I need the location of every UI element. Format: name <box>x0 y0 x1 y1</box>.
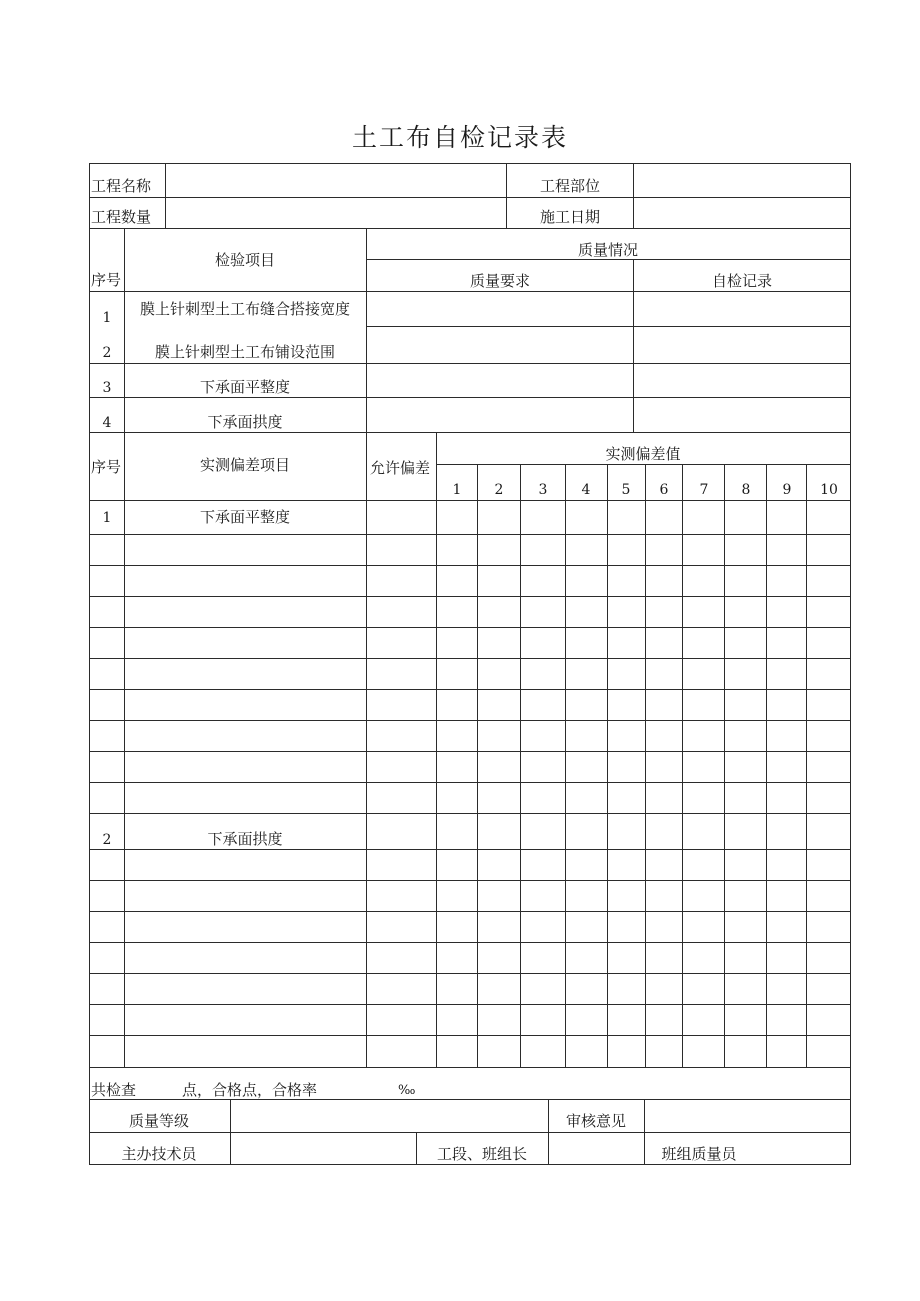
rule-h <box>436 464 851 465</box>
measurement-column: 4 <box>581 482 591 498</box>
measurement-column: 8 <box>741 482 751 498</box>
deviation-row-item: 下承面平整度 <box>199 508 291 526</box>
rule-h <box>89 689 851 690</box>
rule-v <box>607 464 608 1067</box>
deviation-row-number: 1 <box>102 510 112 526</box>
rule-v <box>366 228 367 432</box>
rule-v <box>436 432 437 1067</box>
quality-requirement-label: 质量要求 <box>469 272 531 290</box>
measurement-column: 6 <box>659 482 669 498</box>
rule-v <box>124 432 125 1067</box>
rule-h <box>89 500 851 501</box>
measurement-column: 7 <box>699 482 709 498</box>
rule-v <box>565 464 566 1067</box>
construction-date-label: 施工日期 <box>540 208 601 226</box>
page-title: 土工布自检记录表 <box>351 123 568 152</box>
rule-v <box>806 464 807 1067</box>
quality-row-item: 下承面拱度 <box>207 413 283 431</box>
measurement-column: 1 <box>452 482 462 498</box>
rule-h <box>89 720 851 721</box>
rule-v <box>230 1099 231 1165</box>
rule-h <box>89 534 851 535</box>
rule-v <box>766 464 767 1067</box>
rule-v <box>548 1099 549 1165</box>
rule-h <box>89 658 851 659</box>
rule-h <box>89 751 851 752</box>
rule-h <box>89 849 851 850</box>
rule-h <box>89 813 851 814</box>
measured-deviation-label: 实测偏差值 <box>605 445 681 463</box>
deviation-row-item: 下承面拱度 <box>207 830 283 848</box>
quality-row-number: 2 <box>102 345 112 361</box>
seq-label: 序号 <box>91 271 122 289</box>
percent-symbol: ‰ <box>398 1083 416 1098</box>
rule-v <box>165 163 166 228</box>
rule-v <box>124 228 125 432</box>
inspection-item-label: 检验项目 <box>214 251 276 269</box>
rule-v <box>366 432 367 1067</box>
total-check-label: 共检查 <box>91 1081 137 1099</box>
measurement-column: 10 <box>820 482 838 498</box>
rule-h <box>89 397 851 398</box>
rule-h <box>366 259 851 260</box>
project-part-label: 工程部位 <box>540 177 601 195</box>
quality-status-label: 质量情况 <box>577 241 639 259</box>
rule-v <box>416 1132 417 1165</box>
rule-v <box>633 163 634 228</box>
seq-label: 序号 <box>91 458 122 476</box>
quality-row-item: 膜上针刺型土工布缝合搭接宽度 <box>139 300 351 318</box>
allowed-deviation-label: 允许偏差 <box>370 459 431 477</box>
measurement-column: 5 <box>621 482 631 498</box>
rule-h <box>89 163 851 164</box>
quality-row-number: 1 <box>102 310 112 326</box>
rule-v <box>506 163 507 228</box>
rule-v <box>520 464 521 1067</box>
rule-h <box>89 973 851 974</box>
rule-h <box>89 880 851 881</box>
rule-h <box>89 627 851 628</box>
rule-h <box>89 1099 851 1100</box>
rule-h <box>89 228 851 229</box>
section-leader-label: 工段、班组长 <box>436 1145 528 1163</box>
quality-grade-label: 质量等级 <box>128 1112 190 1130</box>
quality-row-number: 3 <box>102 380 112 396</box>
rule-h <box>89 1035 851 1036</box>
rule-h <box>89 782 851 783</box>
rule-v <box>89 163 90 1165</box>
rule-h <box>89 1164 851 1165</box>
deviation-row-number: 2 <box>102 832 112 848</box>
deviation-item-label: 实测偏差项目 <box>199 456 291 474</box>
rule-h <box>366 326 851 327</box>
project-quantity-label: 工程数量 <box>91 208 152 226</box>
quality-row-item: 膜上针刺型土工布铺设范围 <box>154 343 336 361</box>
rule-v <box>633 259 634 432</box>
rule-h <box>89 1067 851 1068</box>
rule-h <box>89 911 851 912</box>
rule-h <box>89 942 851 943</box>
quality-row-number: 4 <box>102 415 112 431</box>
team-quality-inspector-label: 班组质量员 <box>661 1145 737 1163</box>
rule-v <box>724 464 725 1067</box>
rule-h <box>89 363 851 364</box>
rule-v <box>645 464 646 1067</box>
project-name-label: 工程名称 <box>91 177 152 195</box>
review-opinion-label: 审核意见 <box>565 1112 627 1130</box>
rule-h <box>89 565 851 566</box>
rule-v <box>682 464 683 1067</box>
self-check-record-label: 自检记录 <box>711 272 773 290</box>
rule-h <box>89 1132 851 1133</box>
rule-v <box>477 464 478 1067</box>
rule-h <box>89 1004 851 1005</box>
qualified-points-label: 点，合格点，合格率 <box>182 1081 318 1099</box>
rule-h <box>89 197 851 198</box>
rule-h <box>89 432 851 433</box>
rule-v <box>644 1099 645 1165</box>
technician-label: 主办技术员 <box>121 1145 197 1163</box>
quality-row-item: 下承面平整度 <box>199 378 291 396</box>
measurement-column: 9 <box>782 482 792 498</box>
measurement-column: 2 <box>494 482 504 498</box>
rule-h <box>89 291 851 292</box>
measurement-column: 3 <box>538 482 548 498</box>
rule-h <box>89 596 851 597</box>
rule-v <box>850 163 851 1165</box>
